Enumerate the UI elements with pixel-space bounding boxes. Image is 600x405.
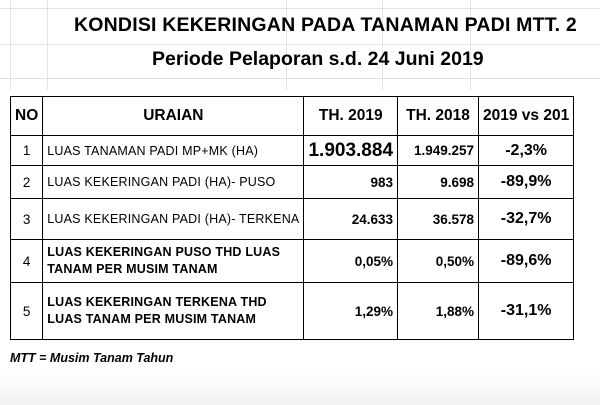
table-row bbox=[11, 283, 574, 340]
value-2018: 1.949.257 bbox=[398, 136, 479, 166]
grid-line bbox=[47, 0, 48, 90]
value-comparison: -89,6% bbox=[479, 240, 574, 283]
table-row bbox=[11, 166, 574, 199]
value-comparison: -31,1% bbox=[479, 283, 574, 340]
row-description: LUAS KEKERINGAN TERKENA THD LUAS TANAM PER MUSIM TANAM bbox=[43, 283, 304, 340]
report-title: KONDISI KEKERINGAN PADA TANAMAN PADI MTT. 2 bbox=[74, 14, 577, 36]
value-2018: 36.578 bbox=[398, 199, 479, 240]
value-comparison: -32,7% bbox=[479, 199, 574, 240]
table-row bbox=[11, 240, 574, 283]
col-header-2018: TH. 2018 bbox=[398, 97, 479, 136]
value-2019: 1.903.884 bbox=[304, 136, 398, 166]
value-2018: 0,50% bbox=[398, 240, 479, 283]
row-number: 2 bbox=[11, 166, 43, 199]
page-shadow bbox=[0, 372, 600, 405]
row-description: LUAS KEKERINGAN PADI (HA)- PUSO bbox=[43, 166, 304, 199]
value-comparison: -2,3% bbox=[479, 136, 574, 166]
row-number: 3 bbox=[11, 199, 43, 240]
row-description: LUAS KEKERINGAN PUSO THD LUAS TANAM PER MUSIM TANAM bbox=[43, 240, 304, 283]
row-description: LUAS KEKERINGAN PADI (HA)- TERKENA bbox=[43, 199, 304, 240]
grid-line bbox=[10, 0, 11, 90]
grid-line bbox=[0, 44, 600, 45]
row-description: LUAS TANAMAN PADI MP+MK (HA) bbox=[43, 136, 304, 166]
value-comparison: -89,9% bbox=[479, 166, 574, 199]
table-row bbox=[11, 199, 574, 240]
value-2019: 983 bbox=[304, 166, 398, 199]
col-header-comparison: 2019 vs 201 bbox=[479, 97, 574, 136]
value-2019: 0,05% bbox=[304, 240, 398, 283]
value-2018: 9.698 bbox=[398, 166, 479, 199]
row-number: 4 bbox=[11, 240, 43, 283]
value-2019: 24.633 bbox=[304, 199, 398, 240]
row-number: 5 bbox=[11, 283, 43, 340]
row-number: 1 bbox=[11, 136, 43, 166]
col-header-no: NO bbox=[11, 97, 43, 136]
value-2018: 1,88% bbox=[398, 283, 479, 340]
footnote: MTT = Musim Tanam Tahun bbox=[10, 351, 174, 365]
drought-table bbox=[10, 96, 574, 340]
report-period: Periode Pelaporan s.d. 24 Juni 2019 bbox=[152, 48, 484, 70]
grid-line bbox=[0, 78, 600, 79]
col-header-uraian: URAIAN bbox=[43, 97, 304, 136]
value-2019: 1,29% bbox=[304, 283, 398, 340]
col-header-2019: TH. 2019 bbox=[304, 97, 398, 136]
table-header-row bbox=[11, 97, 574, 136]
grid-line bbox=[0, 8, 600, 9]
table-row bbox=[11, 136, 574, 166]
